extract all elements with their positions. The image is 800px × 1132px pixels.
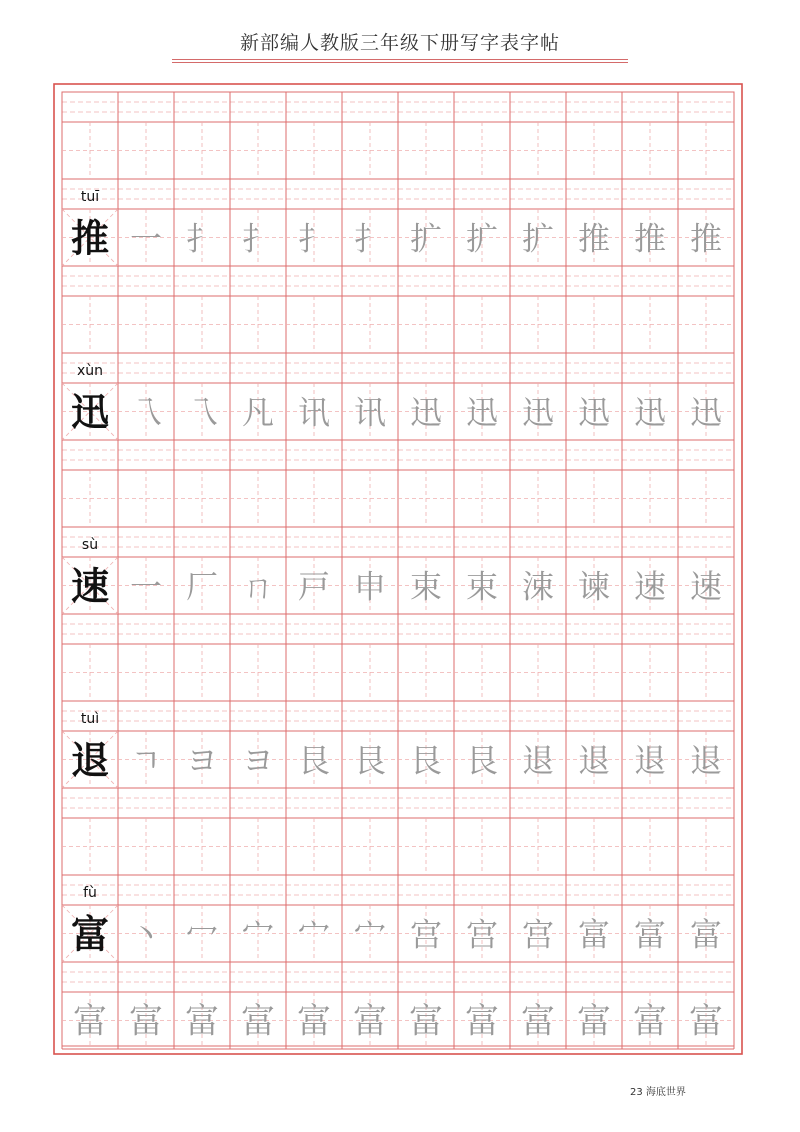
stroke-order-step: 退 bbox=[521, 741, 555, 780]
stroke-order-step: 丶 bbox=[129, 915, 163, 954]
stroke-order-step: 富 bbox=[633, 915, 667, 954]
stroke-order-step: 乁 bbox=[185, 393, 219, 432]
model-character: 迅 bbox=[70, 390, 110, 435]
practice-trace-character: 富 bbox=[73, 1001, 107, 1042]
stroke-order-step: 宀 bbox=[241, 915, 275, 954]
stroke-order-step: 迅 bbox=[633, 393, 667, 432]
stroke-order-step: 扌 bbox=[185, 219, 219, 258]
stroke-order-step: 艮 bbox=[465, 741, 499, 780]
pinyin-band-empty bbox=[62, 266, 734, 296]
stroke-order-step: 迅 bbox=[577, 393, 611, 432]
model-character: 速 bbox=[70, 564, 110, 609]
stroke-order-step: 厂 bbox=[185, 567, 219, 606]
stroke-order-step: 迅 bbox=[409, 393, 443, 432]
stroke-order-step: 宫 bbox=[409, 915, 443, 954]
stroke-order-step: ヨ bbox=[241, 741, 275, 780]
stroke-order-step: 富 bbox=[689, 915, 723, 954]
model-character: 退 bbox=[70, 738, 110, 783]
stroke-order-step: 艮 bbox=[409, 741, 443, 780]
stroke-order-step: 谏 bbox=[577, 567, 611, 606]
practice-box-row-empty bbox=[62, 122, 734, 179]
pinyin-band-empty bbox=[62, 440, 734, 470]
stroke-order-step: 艮 bbox=[353, 741, 387, 780]
practice-trace-character: 富 bbox=[129, 1001, 163, 1042]
pinyin-band-empty bbox=[62, 788, 734, 818]
stroke-order-step: 束 bbox=[465, 567, 499, 606]
pinyin-label: tuì bbox=[80, 711, 100, 727]
pinyin-label: tuī bbox=[80, 189, 100, 205]
practice-trace-character: 富 bbox=[409, 1001, 443, 1042]
stroke-order-step: 速 bbox=[633, 567, 667, 606]
page-footer: 23 海底世界 bbox=[630, 1087, 686, 1098]
practice-trace-character: 富 bbox=[577, 1001, 611, 1042]
stroke-order-step: 迅 bbox=[521, 393, 555, 432]
pinyin-label: sù bbox=[81, 537, 99, 553]
page-title: 新部编人教版三年级下册写字表字帖 bbox=[239, 32, 560, 54]
stroke-order-step: 扩 bbox=[521, 219, 555, 258]
pinyin-band bbox=[62, 353, 734, 383]
stroke-order-step: ヨ bbox=[185, 741, 219, 780]
stroke-order-step: 艮 bbox=[297, 741, 331, 780]
practice-box-row-empty bbox=[62, 470, 734, 527]
stroke-order-step: 一 bbox=[129, 567, 163, 606]
stroke-order-step: ㄱ bbox=[130, 741, 162, 780]
practice-box-row-empty bbox=[62, 644, 734, 701]
stroke-order-step: 推 bbox=[633, 219, 667, 258]
practice-trace-character: 富 bbox=[297, 1001, 331, 1042]
stroke-order-step: 宀 bbox=[297, 915, 331, 954]
practice-trace-character: 富 bbox=[689, 1001, 723, 1042]
stroke-order-step: 迅 bbox=[689, 393, 723, 432]
stroke-order-step: 扩 bbox=[465, 219, 499, 258]
pinyin-band-empty bbox=[62, 614, 734, 644]
pinyin-band bbox=[62, 701, 734, 731]
stroke-order-step: 凡 bbox=[241, 393, 275, 432]
stroke-order-step: 讯 bbox=[297, 393, 331, 432]
stroke-order-step: 退 bbox=[577, 741, 611, 780]
model-character: 推 bbox=[70, 216, 110, 261]
practice-box-row-empty bbox=[62, 818, 734, 875]
stroke-order-step: 束 bbox=[409, 567, 443, 606]
stroke-order-step: 推 bbox=[577, 219, 611, 258]
stroke-order-step: 申 bbox=[353, 567, 387, 606]
practice-trace-character: 富 bbox=[241, 1001, 275, 1042]
pinyin-band bbox=[62, 875, 734, 905]
stroke-order-step: ㄇ bbox=[241, 567, 275, 606]
stroke-order-step: 冖 bbox=[185, 915, 219, 954]
stroke-order-step: 扩 bbox=[409, 219, 443, 258]
practice-trace-character: 富 bbox=[521, 1001, 555, 1042]
stroke-order-step: 退 bbox=[689, 741, 723, 780]
practice-box-row-empty bbox=[62, 296, 734, 353]
pinyin-label: fù bbox=[83, 885, 97, 901]
pinyin-band-empty bbox=[62, 92, 734, 122]
pinyin-band-empty bbox=[62, 962, 734, 992]
pinyin-band bbox=[62, 527, 734, 557]
stroke-order-step: 富 bbox=[577, 915, 611, 954]
practice-trace-character: 富 bbox=[353, 1001, 387, 1042]
practice-trace-character: 富 bbox=[185, 1001, 219, 1042]
practice-trace-character: 富 bbox=[633, 1001, 667, 1042]
stroke-order-step: 速 bbox=[689, 567, 723, 606]
pinyin-label: xùn bbox=[76, 363, 104, 379]
stroke-order-step: 退 bbox=[633, 741, 667, 780]
stroke-order-step: 涑 bbox=[521, 567, 555, 606]
stroke-order-step: 迅 bbox=[465, 393, 499, 432]
stroke-order-step: 推 bbox=[689, 219, 723, 258]
stroke-order-step: 扌 bbox=[241, 219, 275, 258]
practice-trace-character: 富 bbox=[465, 1001, 499, 1042]
stroke-order-step: 宫 bbox=[465, 915, 499, 954]
model-character: 富 bbox=[70, 912, 110, 957]
stroke-order-step: 宫 bbox=[521, 915, 555, 954]
stroke-order-step: 一 bbox=[129, 219, 163, 258]
stroke-order-step: 宀 bbox=[353, 915, 387, 954]
stroke-order-step: 戸 bbox=[297, 567, 331, 606]
stroke-order-step: 扌 bbox=[353, 219, 387, 258]
stroke-order-step: 扌 bbox=[297, 219, 331, 258]
stroke-order-step: 乁 bbox=[129, 393, 163, 432]
stroke-order-step: 讯 bbox=[353, 393, 387, 432]
pinyin-band bbox=[62, 179, 734, 209]
